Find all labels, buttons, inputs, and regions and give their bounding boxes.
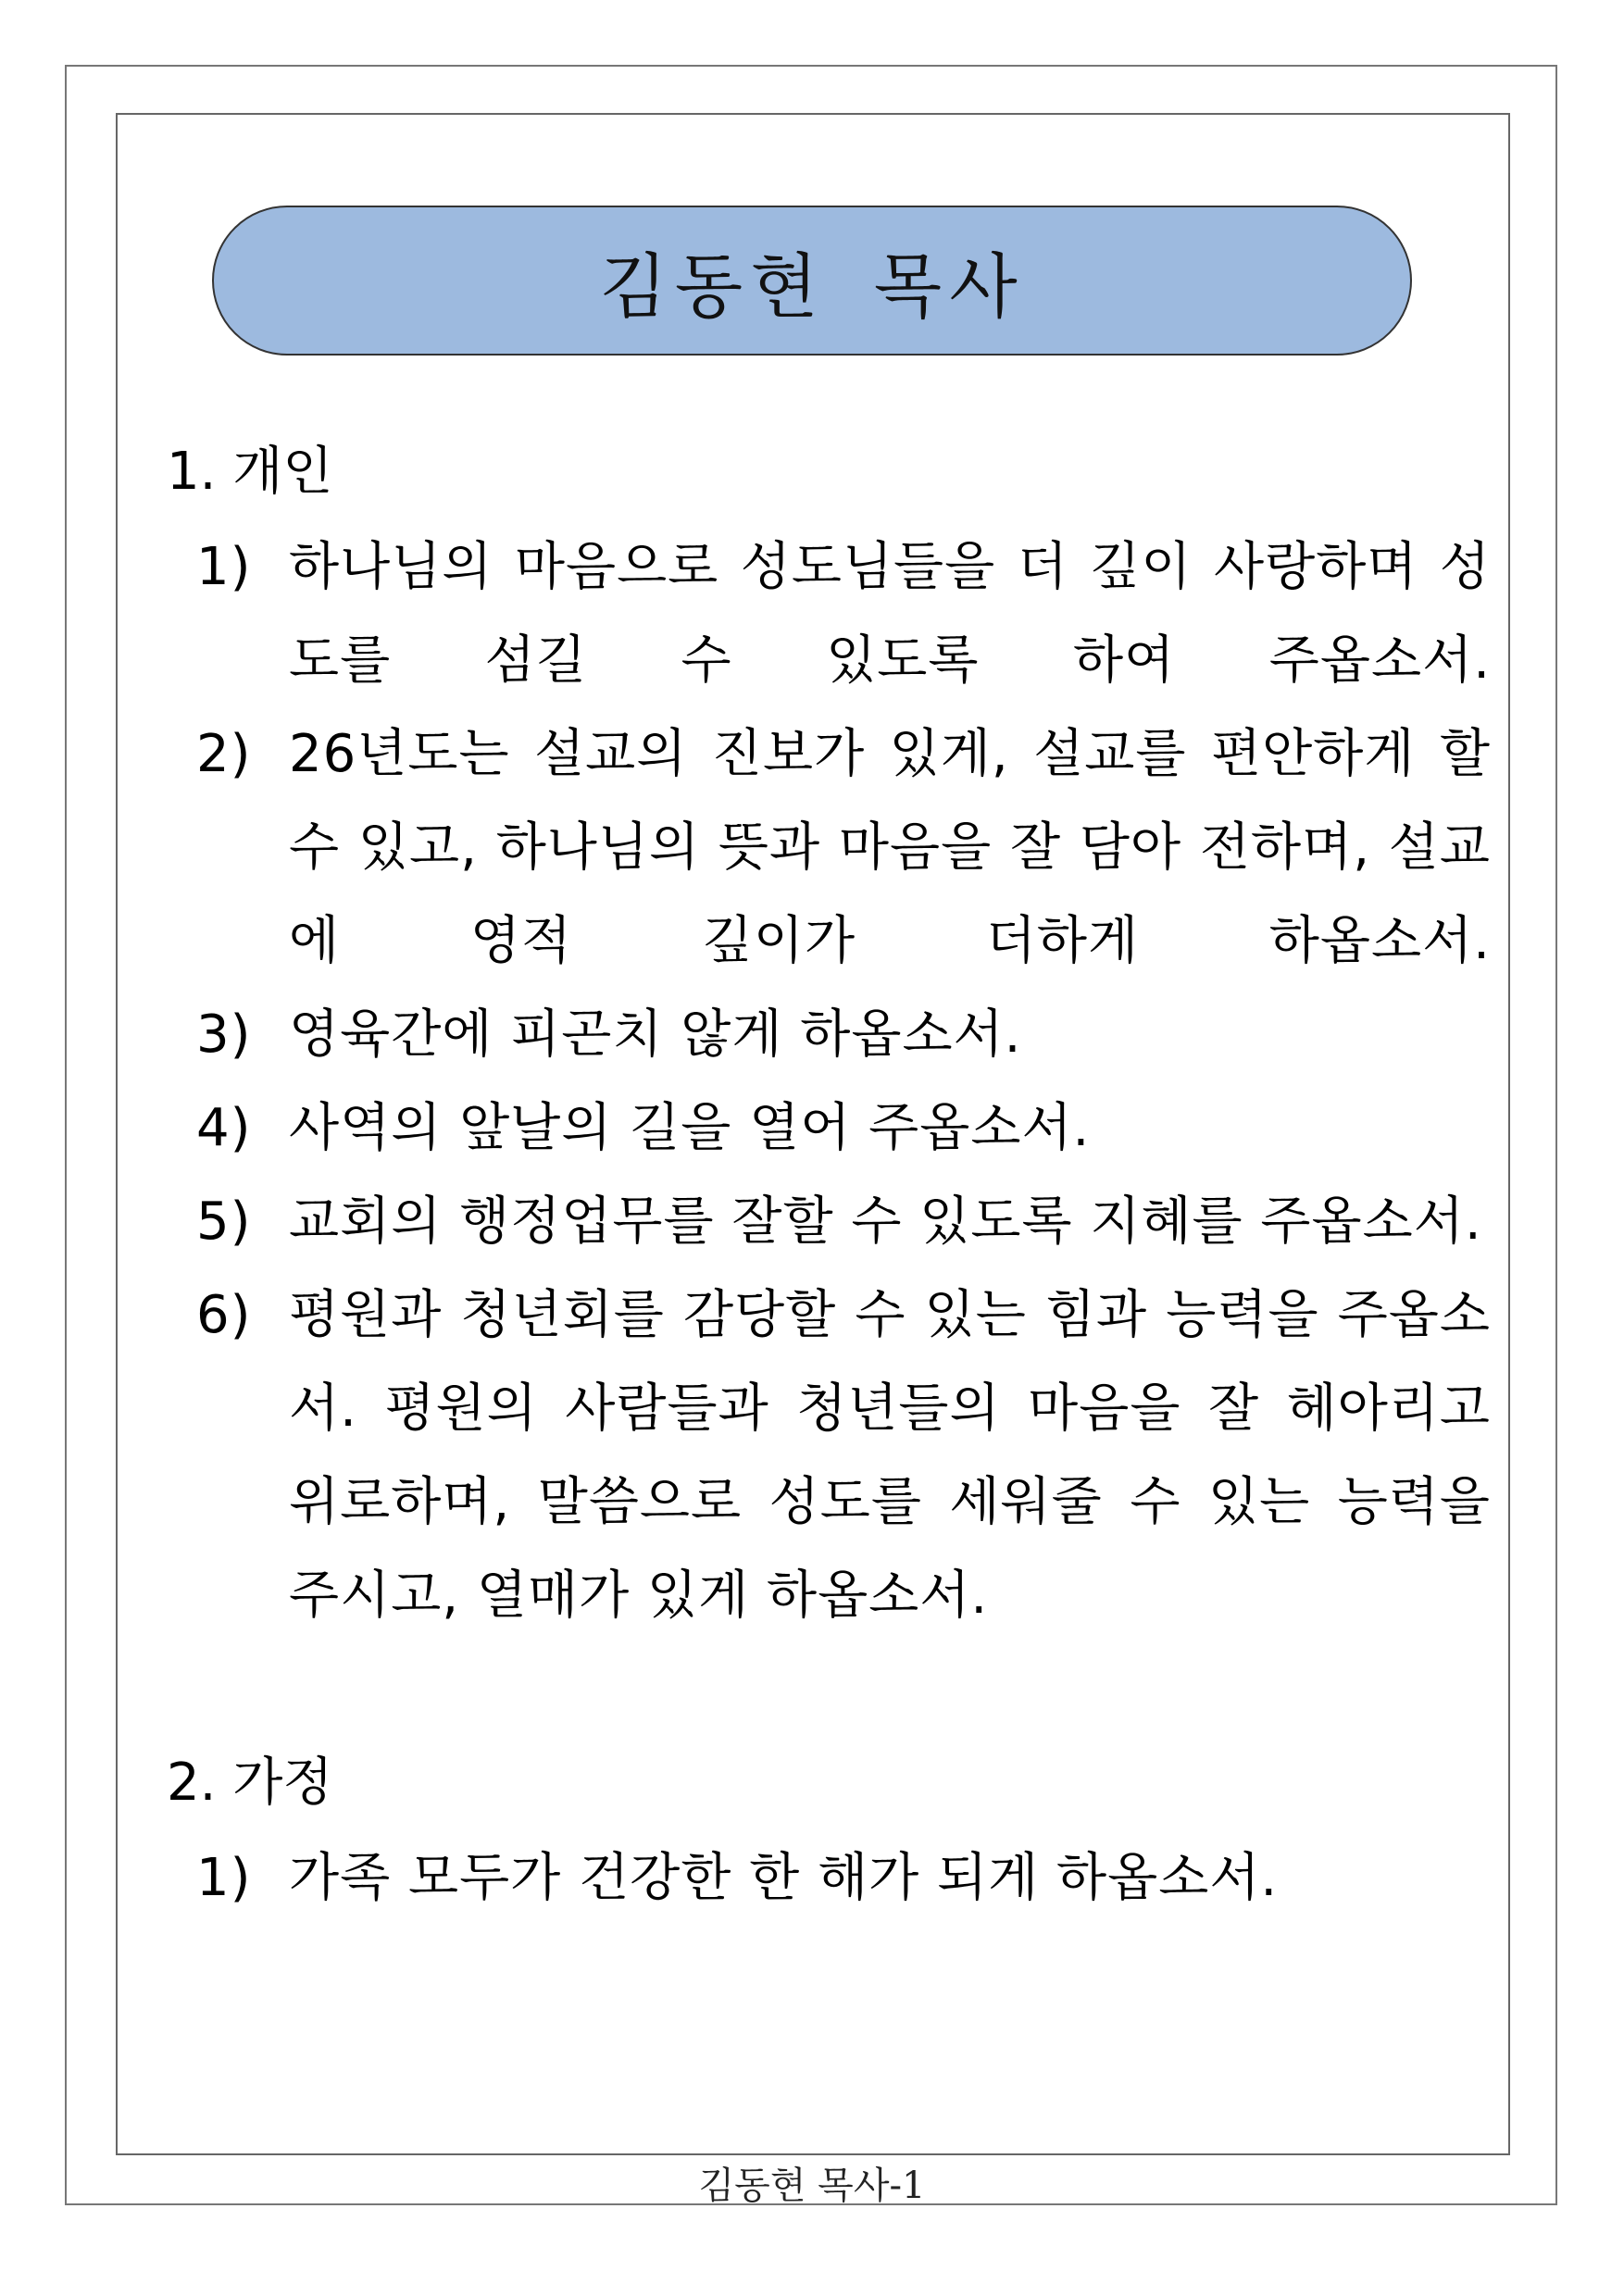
prayer-item <box>167 520 1491 707</box>
prayer-item <box>167 1268 1491 1642</box>
prayer-item <box>167 988 1491 1081</box>
section-spacer <box>167 1642 1491 1735</box>
item-number: 4) <box>196 1098 252 1158</box>
page-footer: 김동현 목사-1 <box>698 2165 926 2207</box>
prayer-list <box>167 1831 1491 1925</box>
section-heading: 1. 개인 <box>167 442 333 502</box>
section-family <box>167 1735 1491 1925</box>
prayer-list <box>167 520 1491 1642</box>
prayer-item <box>167 707 1491 988</box>
prayer-content <box>167 424 1491 1925</box>
item-text: 교회의 행정업무를 잘할 수 있도록 지혜를 주옵소서. <box>289 1192 1482 1252</box>
item-text: 하나님의 마음으로 성도님들을 더 깊이 사랑하며 성도를 섬길 수 있도록 하여 주옵소서. <box>289 537 1491 691</box>
item-number: 1) <box>196 537 252 597</box>
item-text: 영육간에 피곤치 않게 하옵소서. <box>289 1004 1022 1065</box>
prayer-item <box>167 1081 1491 1175</box>
section-heading: 2. 가정 <box>167 1753 333 1813</box>
item-text: 가족 모두가 건강한 한 해가 되게 하옵소서. <box>289 1848 1279 1908</box>
prayer-item <box>167 1831 1491 1925</box>
page-title: 김동현 목사 <box>599 244 1025 328</box>
item-text: 평원과 청년회를 감당할 수 있는 힘과 능력을 주옵소서. 평원의 사람들과 청년들의 마음을 잘 헤아리고 위로하며, 말씀으로 성도를 세워줄 수 있는 능력을 주시고, 열매가 있게 하옵소서. <box>289 1285 1491 1626</box>
title-banner <box>212 206 1412 356</box>
item-number: 5) <box>196 1192 252 1252</box>
item-text: 26년도는 설교의 진보가 있게, 설교를 편안하게 할 수 있고, 하나님의 뜻과 마음을 잘 담아 전하며, 설교에 영적 깊이가 더하게 하옵소서. <box>289 724 1491 971</box>
item-number: 1) <box>196 1848 252 1908</box>
prayer-item <box>167 1175 1491 1268</box>
item-text: 사역의 앞날의 길을 열어 주옵소서. <box>289 1098 1091 1158</box>
item-number: 6) <box>196 1285 252 1345</box>
section-personal <box>167 424 1491 1642</box>
item-number: 3) <box>196 1004 252 1065</box>
item-number: 2) <box>196 724 252 784</box>
